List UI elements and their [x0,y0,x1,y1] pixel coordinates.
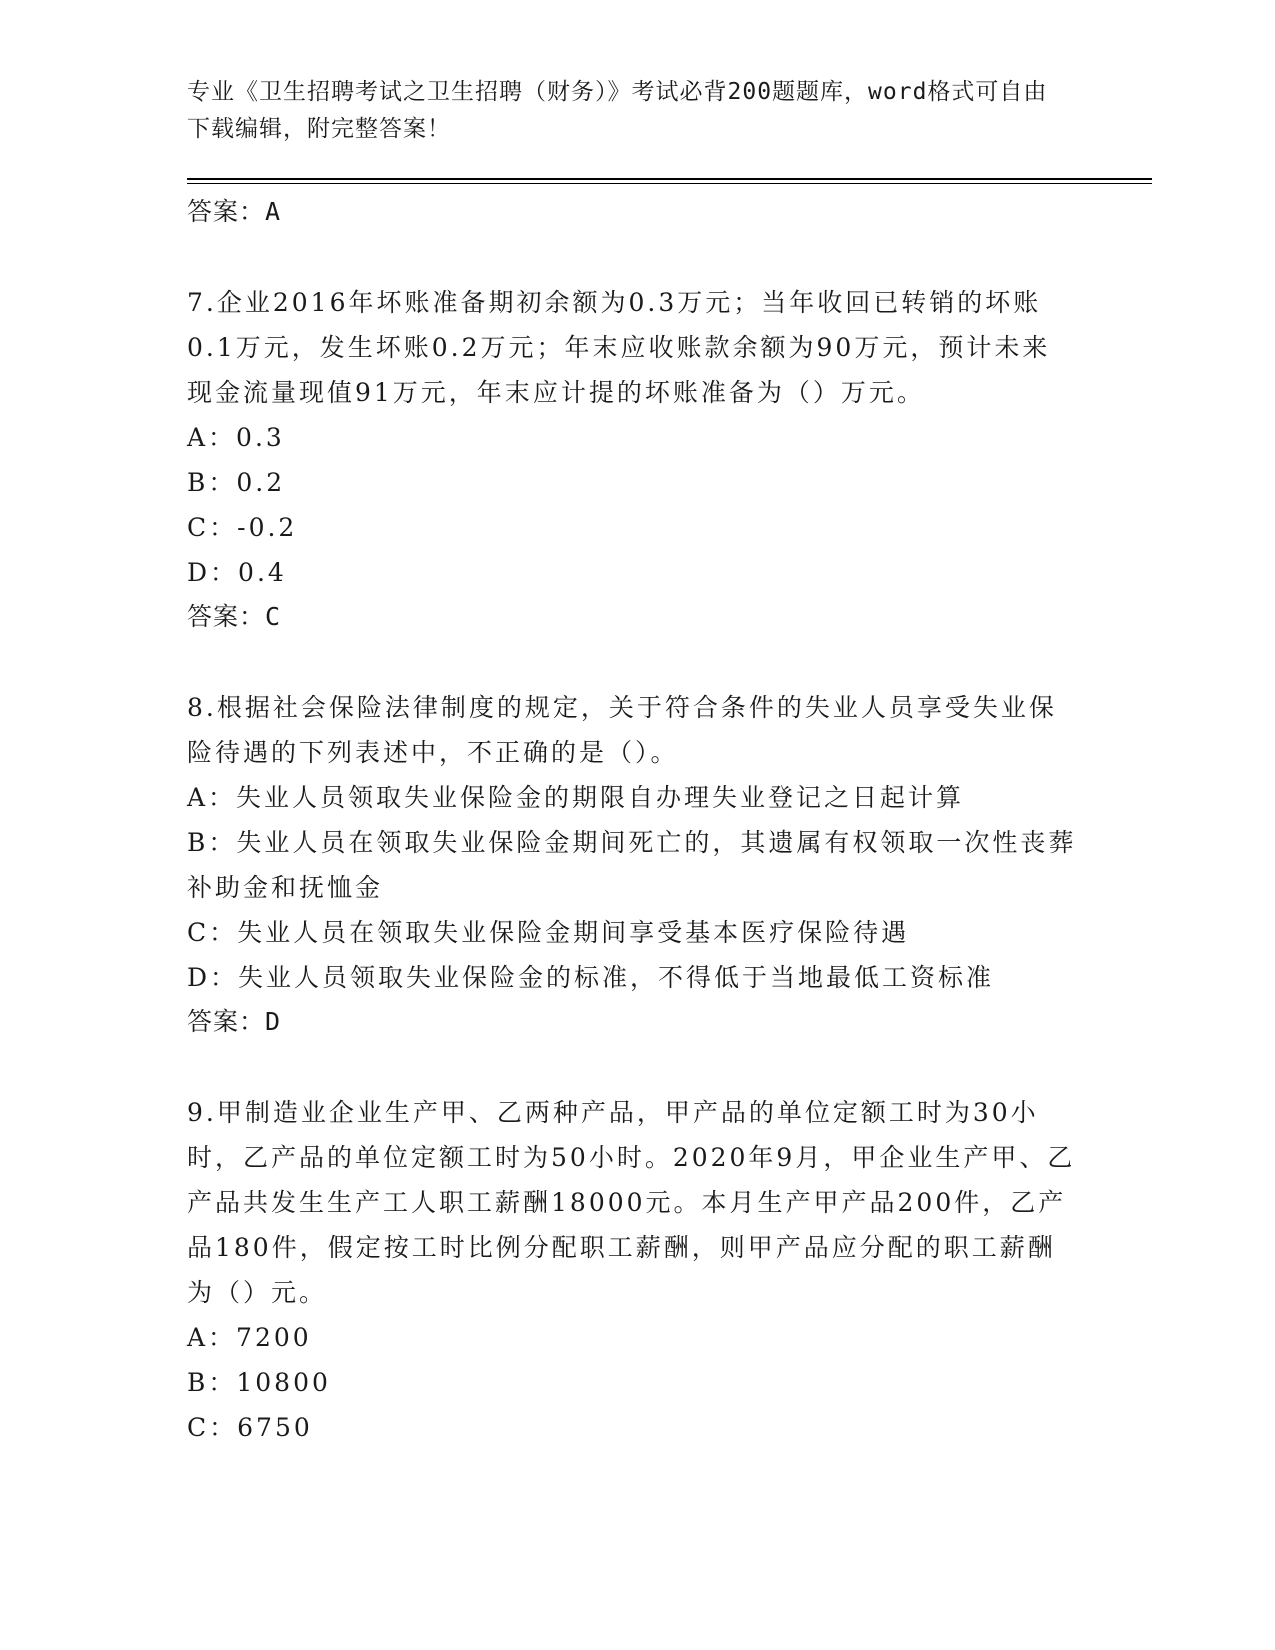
question-stem: 9.甲制造业企业生产甲、乙两种产品，甲产品的单位定额工时为30小时，乙产品的单位定额工时为50小时。2020年9月，甲企业生产甲、乙产品共发生生产工人职工薪酬18000元。本月生产甲产品200件，乙产品180件，假定按工时比例分配职工薪酬，则甲产品应分配的职工薪酬为（）元。 [187,1098,1076,1307]
answer-line: 答案：A [187,197,282,226]
answer-line: 答案：D [187,1007,282,1036]
option-d: D：失业人员领取失业保险金的标准，不得低于当地最低工资标准 [187,963,995,992]
option-b: B：10800 [187,1368,331,1397]
header-rule-thin [187,183,1152,184]
document-header: 专业《卫生招聘考试之卫生招聘（财务）》考试必背200题题库，word格式可自由下载编辑，附完整答案！ [187,79,1048,142]
spacer [187,639,1077,685]
question-block-8 [187,685,1077,1044]
option-c: C：-0.2 [187,513,298,542]
option-d: D：0.4 [187,558,287,587]
option-a: A：0.3 [187,423,285,452]
option-a: A：失业人员领取失业保险金的期限自办理失业登记之日起计算 [187,783,965,812]
header-rule-thick [187,178,1152,180]
spacer [187,1044,1077,1090]
option-b: B：失业人员在领取失业保险金期间死亡的，其遗属有权领取一次性丧葬补助金和抚恤金 [187,828,1077,902]
answer-line: 答案：C [187,602,282,631]
question-stem: 7.企业2016年坏账准备期初余额为0.3万元；当年收回已转销的坏账0.1万元，发生坏账0.2万元；年末应收账款余额为90万元，预计未来现金流量现值91万元，年末应计提的坏账准备为（）万元。 [187,288,1051,407]
question-block-7 [187,280,1077,639]
question-block-9 [187,1090,1077,1450]
option-c: C：失业人员在领取失业保险金期间享受基本医疗保险待遇 [187,918,910,947]
option-a: A：7200 [187,1323,312,1352]
question-stem: 8.根据社会保险法律制度的规定，关于符合条件的失业人员享受失业保险待遇的下列表述中，不正确的是（）。 [187,693,1057,767]
option-b: B：0.2 [187,468,286,497]
question-list [187,190,1077,1450]
spacer [187,234,1077,280]
option-c: C：6750 [187,1413,313,1442]
